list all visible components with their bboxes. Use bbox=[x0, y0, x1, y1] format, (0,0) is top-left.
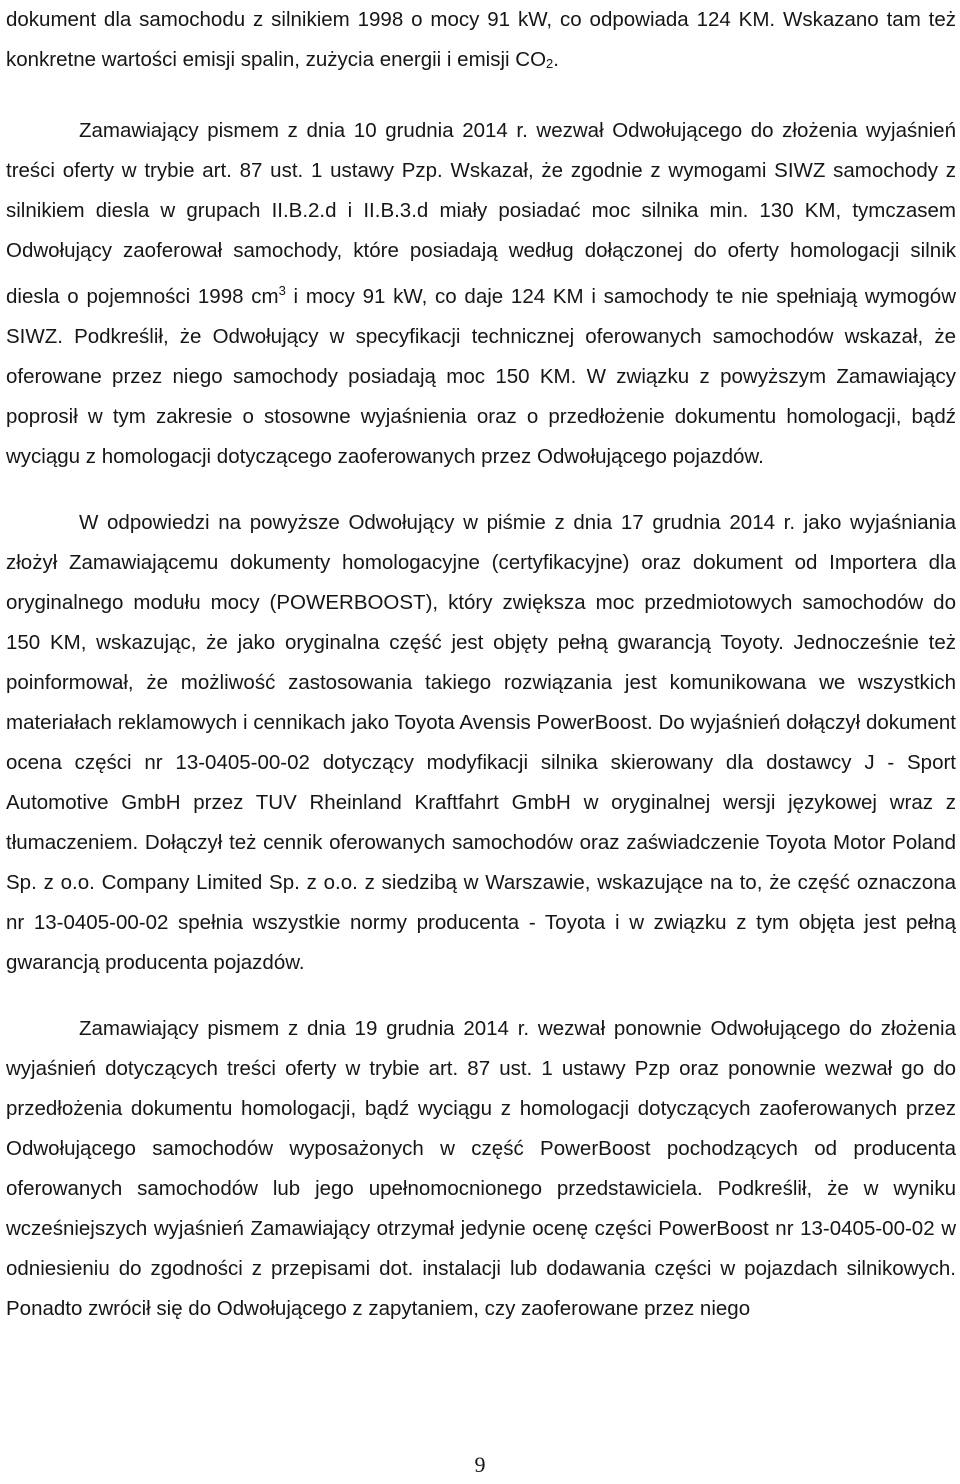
paragraph-1-text: dokument dla samochodu z silnikiem 1998 o mocy 91 kW, co odpowiada 124 KM. Wskazano tam też konkretne wartości emisji spalin, zużycia energii i emisji CO bbox=[6, 8, 956, 71]
paragraph-2 bbox=[6, 111, 956, 477]
paragraph-2-text: Zamawiający pismem z dnia 10 grudnia 2014 r. wezwał Odwołującego do złożenia wyjaśnień treści oferty w trybie art. 87 ust. 1 ustawy Pzp. Wskazał, że zgodnie z wymogami SIWZ samochody z silnikiem diesla w grupach II.B.2.d i II.B.3.d miały posiadać moc silnika min. 130 KM, tymczasem Odwołujący zaoferował samochody, które posiadają według dołączonej do oferty homologacji silnik diesla o pojemności 1998 cm bbox=[6, 119, 956, 308]
paragraph-1 bbox=[6, 0, 956, 84]
paragraph-2-end: i mocy 91 kW, co daje 124 KM i samochody te nie spełniają wymogów SIWZ. Podkreślił, że Odwołujący w specyfikacji technicznej oferowanych samochodów wskazał, że oferowane przez niego samochody posiadają moc 150 KM. W związku z powyższym Zamawiający poprosił w tym zakresie o stosowne wyjaśnienia oraz o przedłożenie dokumentu homologacji, bądź wyciągu z homologacji dotyczącego zaoferowanych przez Odwołującego pojazdów. bbox=[6, 285, 957, 468]
document-body bbox=[6, 0, 956, 1329]
paragraph-1-end: . bbox=[553, 48, 559, 71]
page-number: 9 bbox=[474, 1452, 486, 1477]
paragraph-4: Zamawiający pismem z dnia 19 grudnia 2014 r. wezwał ponownie Odwołującego do złożenia wyjaśnień dotyczących treści oferty w trybie art. 87 ust. 1 ustawy Pzp oraz ponownie wezwał go do przedłożenia dokumentu homologacji, bądź wyciągu z homologacji dotyczących zaoferowanych przez Odwołującego samochodów wyposażonych w część PowerBoost pochodzących od producenta oferowanych samochodów lub jego upełnomocnionego przedstawiciela. Podkreślił, że w wyniku wcześniejszych wyjaśnień Zamawiający otrzymał jedynie ocenę części PowerBoost nr 13-0405-00-02 w odniesieniu do zgodności z przepisami dot. instalacji lub dodawania części w pojazdach silnikowych. Ponadto zwrócił się do Odwołującego z zapytaniem, czy zaoferowane przez niego bbox=[6, 1017, 956, 1320]
cm3-superscript: 3 bbox=[278, 283, 286, 298]
co2-subscript: 2 bbox=[546, 56, 554, 71]
paragraph-3: W odpowiedzi na powyższe Odwołujący w piśmie z dnia 17 grudnia 2014 r. jako wyjaśniania złożył Zamawiającemu dokumenty homologacyjne (certyfikacyjne) oraz dokument od Importera dla oryginalnego modułu mocy (POWERBOOST), który zwiększa moc przedmiotowych samochodów do 150 KM, wskazując, że jako oryginalna część jest objęty pełną gwarancją Toyoty. Jednocześnie też poinformował, że możliwość zastosowania takiego rozwiązania jest komunikowana we wszystkich materiałach reklamowych i cennikach jako Toyota Avensis PowerBoost. Do wyjaśnień dołączył dokument ocena części nr 13-0405-00-02 dotyczący modyfikacji silnika skierowany dla dostawcy J - Sport Automotive GmbH przez TUV Rheinland Kraftfahrt GmbH w oryginalnej wersji językowej wraz z tłumaczeniem. Dołączył też cennik oferowanych samochodów oraz zaświadczenie Toyota Motor Poland Sp. z o.o. Company Limited Sp. z o.o. z siedzibą w Warszawie, wskazujące na to, że część oznaczona nr 13-0405-00-02 spełnia wszystkie normy producenta - Toyota i w związku z tym objęta jest pełną gwarancją producenta pojazdów. bbox=[6, 511, 956, 974]
